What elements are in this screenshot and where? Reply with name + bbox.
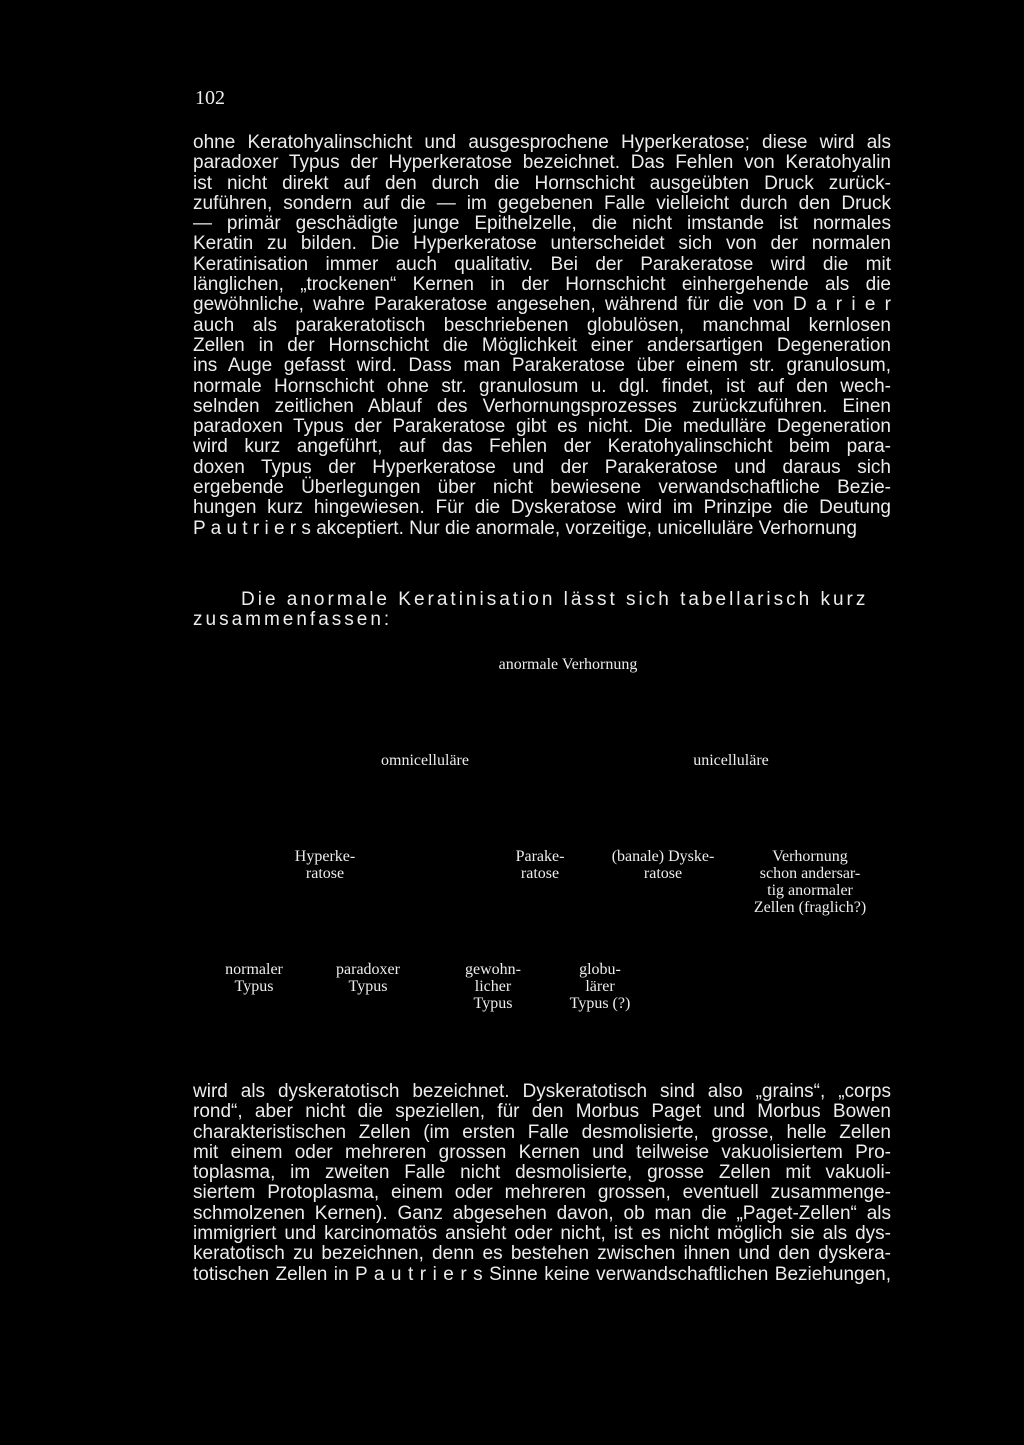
text-line: charakteristischen Zellen (im ersten Falle desmolisierte, grosse, helle Zellen <box>193 1121 891 1143</box>
tree-verhornung: Verhornung schon andersar- tig anormaler Zellen (fraglich?) <box>753 848 867 916</box>
text-line: mit einem oder mehreren grossen Kernen und teilweise vakuolisiertem Pro- <box>193 1141 891 1163</box>
text-line: zuführen, sondern auf die — im gegebenen Falle vielleicht durch den Druck <box>193 192 891 214</box>
text-line: immigriert und karcinomatös ansieht oder nicht, ist es nicht möglich sie als dys- <box>193 1223 891 1245</box>
text-line: wird als dyskeratotisch bezeichnet. Dyskeratotisch sind also „grains“, „corps <box>193 1081 891 1102</box>
text-line: toplasma, im zweiten Falle nicht desmolisierte, grosse Zellen mit vakuoli- <box>193 1162 891 1184</box>
text-line: wird kurz angeführt, auf das Fehlen der Keratohyalinschicht beim para- <box>193 436 891 458</box>
text-line: ohne Keratohyalinschicht und ausgesprochene Hyperkeratose; diese wird als <box>193 132 891 153</box>
text-line: ist nicht direkt auf den durch die Hornschicht ausgeübten Druck zurück- <box>193 172 891 194</box>
text-line: doxen Typus der Hyperkeratose und der Parakeratose und daraus sich <box>193 456 891 478</box>
text-line: paradoxer Typus der Hyperkeratose bezeichnet. Das Fehlen von Keratohyalin <box>193 152 891 174</box>
text-line: siertem Protoplasma, einem oder mehreren grossen, eventuell zusammenge- <box>193 1182 891 1204</box>
text-line: Zellen in der Hornschicht die Möglichkeit einer andersartigen Degeneration <box>193 334 891 356</box>
text-line: selnden zeitlichen Ablauf des Verhornungsprozesses zurückzuführen. Einen <box>193 395 891 417</box>
paragraph-top <box>193 133 891 539</box>
tree-root: anormale Verhornung <box>498 656 638 673</box>
tree-unicellular: unicelluläre <box>693 752 769 769</box>
page-number: 102 <box>195 87 225 109</box>
text-line: P a u t r i e r s akceptiert. Nur die anormale, vorzeitige, unicelluläre Verhornung <box>193 517 857 539</box>
tree-omnicellular: omnicelluläre <box>381 752 469 769</box>
text-line: — primär geschädigte junge Epithelzelle, die nicht imstande ist normales <box>193 213 891 235</box>
text-line: keratotisch zu bezeichnen, denn es bestehen zwischen ihnen und den dyskera- <box>193 1243 891 1265</box>
text-line: länglichen, „trockenen“ Kernen in der Hornschicht einhergehende als die <box>193 274 891 296</box>
tree-gewohnlicher-typus: gewohn- licher Typus <box>465 961 521 1012</box>
text-line: Keratin zu bilden. Die Hyperkeratose unterscheidet sich von der normalen <box>193 233 891 255</box>
text-line: auch als parakeratotisch beschriebenen globulösen, manchmal kernlosen <box>193 314 891 336</box>
text-line: Keratinisation immer auch qualitativ. Bei der Parakeratose wird die mit <box>193 253 891 275</box>
text-line: hungen kurz hingewiesen. Für die Dyskeratose wird im Prinzipe die Deutung <box>193 497 891 519</box>
tree-paradoxer-typus: paradoxer Typus <box>336 961 400 995</box>
text-line: ins Auge gefasst wird. Dass man Parakeratose über einem str. granulosum, <box>193 355 891 377</box>
paragraph-bottom <box>193 1082 891 1285</box>
intro-line: zusammenfassen: <box>193 609 393 631</box>
text-line: totischen Zellen in P a u t r i e r s Sinne keine verwandschaftlichen Beziehungen, <box>193 1263 891 1285</box>
tree-normaler-typus: normaler Typus <box>225 961 283 995</box>
text-line: ergebende Überlegungen über nicht bewiesene verwandschaftliche Bezie- <box>193 477 891 499</box>
tree-dyskeratose: (banale) Dyske- ratose <box>611 848 715 882</box>
text-line: rond“, aber nicht die speziellen, für den Morbus Paget und Morbus Bowen <box>193 1101 891 1123</box>
text-line: gewöhnliche, wahre Parakeratose angesehen, während für die von D a r i e r <box>193 294 891 316</box>
intro-line: Die anormale Keratinisation lässt sich tabellarisch kurz <box>241 589 869 610</box>
table-intro <box>193 590 891 631</box>
tree-globularer-typus: globu- lärer Typus (?) <box>569 961 631 1012</box>
tree-hyperkeratose: Hyperke- ratose <box>294 848 356 882</box>
tree-parakeratose: Parake- ratose <box>515 848 565 882</box>
text-line: paradoxen Typus der Parakeratose gibt es nicht. Die medulläre Degeneration <box>193 416 891 438</box>
text-line: normale Hornschicht ohne str. granulosum u. dgl. findet, ist auf den wech- <box>193 375 891 397</box>
text-line: schmolzenen Kernen). Ganz abgesehen davon, ob man die „Paget-Zellen“ als <box>193 1202 891 1224</box>
